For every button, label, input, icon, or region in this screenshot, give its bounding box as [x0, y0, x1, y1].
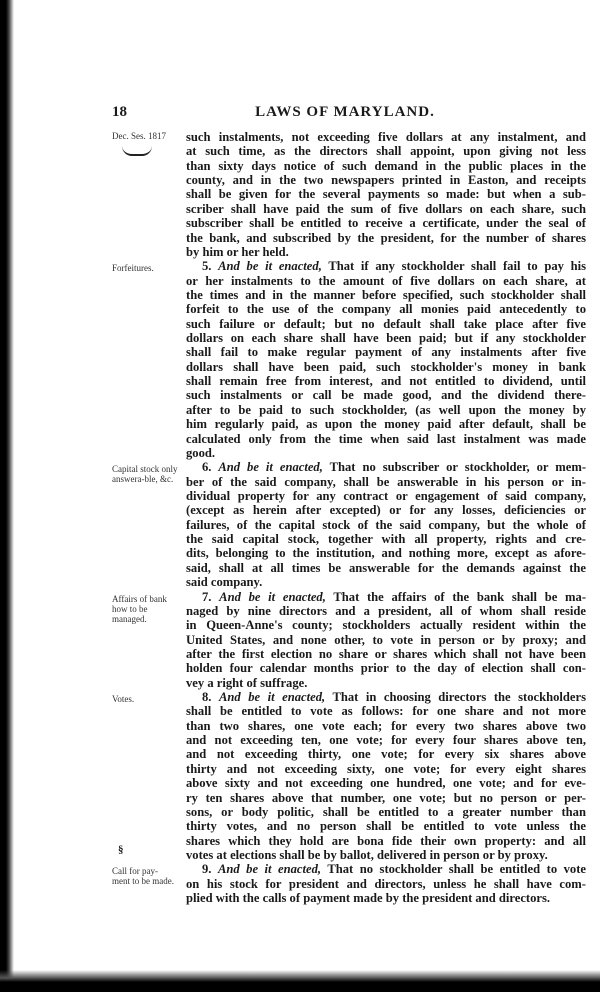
- paragraph: [186, 862, 586, 905]
- text-line: thirty votes, and no person shall be entitled to vote unless the: [186, 819, 586, 834]
- text-line: dividual property for any contract or engagement of said company,: [186, 488, 586, 503]
- text-line: county, and in the two newspapers printed in Easton, and receipts: [186, 173, 586, 188]
- enacting-clause: And be it enacted,: [218, 259, 322, 274]
- text-line: naged by nine directors and a president, all of whom shall reside: [186, 603, 586, 618]
- section-number: 8.: [202, 690, 212, 705]
- line-text: That if any stockholder shall fail to pay his: [328, 259, 586, 274]
- text-line: (except as herein after excepted) or for any losses, deficiencies or: [186, 503, 586, 518]
- text-line: United States, and none other, to vote in person or by proxy; and: [186, 632, 586, 647]
- text-line: the times and in the manner before specified, such stockholder shall: [186, 287, 586, 302]
- text-line: [186, 460, 586, 474]
- text-line: after to be paid to such stockholder, (as well upon the money by: [186, 402, 586, 417]
- enacting-clause: And be it enacted,: [218, 690, 326, 705]
- section-number: 5.: [202, 259, 212, 274]
- paragraph: [186, 259, 586, 460]
- section-mark: §: [118, 844, 124, 856]
- text-line: him regularly paid, as upon the money paid after default, shall be: [186, 417, 586, 432]
- text-line: dits, belonging to the institution, and nothing more, except as afore-: [186, 546, 586, 561]
- text-line: [186, 690, 586, 704]
- margin-note-session: Dec. Ses. 1817: [112, 131, 166, 141]
- line-text: That the affairs of the bank shall be ma-: [333, 589, 586, 604]
- paragraph: [186, 130, 586, 259]
- text-line: shares which they hold are bona fide their own property: and all: [186, 833, 586, 848]
- margin-note-votes: Votes.: [112, 694, 135, 704]
- text-line: ber of the said company, shall be answerable in his person or in-: [186, 474, 586, 489]
- text-line: in Queen-Anne's county; stockholders actually resident within the: [186, 618, 586, 633]
- line-text: That no subscriber or stockholder, or mem-: [329, 460, 586, 475]
- text-line: such instalments, not exceeding five dollars at any instalment, and: [186, 130, 586, 144]
- text-line: said company.: [186, 575, 263, 590]
- text-line: at such time, as the directors shall appoint, upon giving not less: [186, 144, 586, 159]
- text-line: shall be entitled to vote as follows: for one share and not more: [186, 704, 586, 719]
- text-line: shall be given for the several payments so made: but when a sub-: [186, 187, 586, 202]
- text-line: plied with the calls of payment made by the president and directors.: [186, 891, 551, 906]
- text-line: and not exceeding thirty, one vote; for every six shares above: [186, 747, 586, 762]
- text-line: sons, or body politic, shall be entitled to a greater number than: [186, 804, 586, 819]
- text-line: dollars on each share shall have been paid; but if any stockholder: [186, 331, 586, 346]
- page-number: 18: [112, 104, 127, 120]
- text-line: such instalments or call be made good, and the dividend there-: [186, 388, 586, 403]
- text-line: failures, of the capital stock of the said company, but the whole of: [186, 517, 586, 532]
- text-line: ry ten shares above that number, one vote; but no person or per-: [186, 790, 586, 805]
- text-line: or her instalments to the amount of five dollars on each share, at: [186, 273, 586, 288]
- margin-note-forfeitures: Forfeitures.: [112, 263, 154, 273]
- margin-note-capital-stock: Capital stock only answera-ble, &c.: [112, 464, 178, 484]
- text-line: [186, 862, 586, 876]
- text-line: holden four calendar months prior to the day of election shall con-: [186, 661, 586, 676]
- body-text: [186, 130, 586, 905]
- text-line: vey a right of suffrage.: [186, 675, 308, 690]
- text-line: calculated only from the time when said last instalment was made: [186, 431, 586, 446]
- line-text: That no stockholder shall be entitled to vote: [327, 862, 586, 877]
- scan-edge-left: [0, 0, 14, 992]
- text-line: good.: [186, 445, 216, 460]
- paragraph: [186, 690, 586, 862]
- text-line: such failure or default; but no default shall take place after five: [186, 316, 586, 331]
- text-line: votes at elections shall be by ballot, delivered in person or by proxy.: [186, 847, 548, 862]
- text-line: than sixty days notice of such demand in the public places in the: [186, 158, 586, 173]
- text-line: after the first election no share or shares which shall not have been: [186, 646, 586, 661]
- section-number: 6.: [202, 460, 212, 475]
- text-line: above sixty and not exceeding one hundred, one vote; and for eve-: [186, 776, 586, 791]
- paragraph: [186, 590, 586, 691]
- text-line: thirty and not exceeding sixty, one vote; for every eight shares: [186, 761, 586, 776]
- text-line: [186, 590, 586, 604]
- enacting-clause: And be it enacted,: [217, 862, 322, 877]
- text-line: shall remain free from interest, and not entitled to dividend, until: [186, 374, 586, 389]
- paragraph: [186, 460, 586, 589]
- line-text: That in choosing directors the stockholders: [332, 690, 586, 705]
- text-line: and not exceeding ten, one vote; for every four shares above ten,: [186, 733, 586, 748]
- margin-note-affairs: Affairs of bank how to be managed.: [112, 594, 167, 624]
- text-line: subscriber shall be entitled to receive a certificate, under the seal of: [186, 216, 586, 231]
- section-number: 9.: [202, 862, 212, 877]
- enacting-clause: And be it enacted,: [218, 460, 323, 475]
- section-number: 7.: [202, 589, 212, 604]
- scan-edge-bottom: [0, 970, 600, 992]
- margin-note-call-for-payment: Call for pay-ment to be made.: [112, 866, 174, 886]
- text-line: shall fail to make regular payment of any instalments after five: [186, 345, 586, 360]
- text-line: by him or her held.: [186, 244, 289, 259]
- text-line: the bank, and subscribed by the president, for the number of shares: [186, 230, 586, 245]
- text-line: said, shall at all times be answerable for the demands against the: [186, 560, 586, 575]
- enacting-clause: And be it enacted,: [219, 589, 326, 604]
- brace-mark: [122, 146, 152, 156]
- running-head: LAWS OF MARYLAND.: [255, 104, 435, 120]
- text-line: [186, 259, 586, 273]
- text-line: the said capital stock, together with all property, rights and cre-: [186, 532, 586, 547]
- text-line: on his stock for president and directors, unless he shall have com-: [186, 876, 586, 891]
- text-line: forfeit to the use of the company all monies paid antecedently to: [186, 302, 586, 317]
- text-line: than two shares, one vote each; for every two shares above two: [186, 718, 586, 733]
- text-line: dollars shall have been paid, such stockholder's money in bank: [186, 359, 586, 374]
- text-line: scriber shall have paid the sum of five dollars on each share, such: [186, 201, 586, 216]
